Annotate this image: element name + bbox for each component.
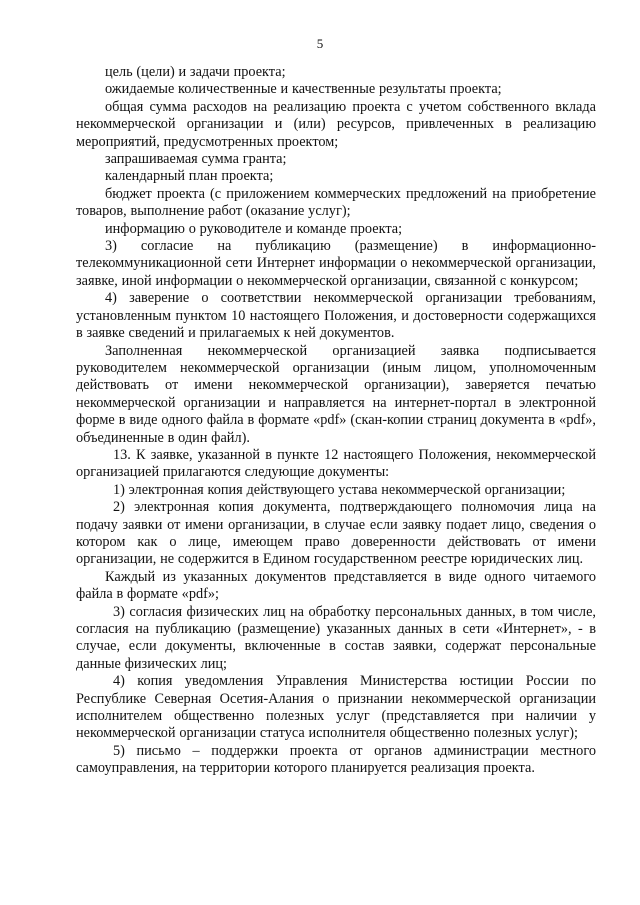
paragraph-doc-1-charter: 1) электронная копия действующего устава некоммерческой организации; <box>113 481 566 498</box>
paragraph-grant-amount: запрашиваемая сумма гранта; <box>105 151 287 168</box>
page-number: 5 <box>316 36 324 51</box>
paragraph-team-info: информацию о руководителе и команде проекта; <box>105 220 403 237</box>
paragraph-doc-4-ministry-notice: 4) копия уведомления Управления Министерства юстиции России по Республике Северная Осетия-Алания о признании некоммерческой организации исполнителем общественно полезных услуг (представляется при наличии у некоммерческой организации статуса исполнителя общественно полезных услуг); <box>76 673 596 742</box>
paragraph-application-signing: Заполненная некоммерческой организацией заявка подписывается руководителем некоммерческой организации (иным лицом, уполномоченным действовать от имени некоммерческой организации), заверяется печатью некоммерческой организации и направляется на интернет-портал в электронной форме в виде одного файла в формате «pdf» (скан-копии страниц документа в «pdf», объединенные в один файл). <box>76 342 596 446</box>
paragraph-doc-2-authority: 2) электронная копия документа, подтверждающего полномочия лица на подачу заявки от имени организации, в случае если заявку подает лицо, сведения о котором как о лице, имеющем право доверенности действовать от имени организации, не содержится в Едином государственном реестре юридических лиц. <box>76 499 596 568</box>
paragraph-section-13: 13. К заявке, указанной в пункте 12 настоящего Положения, некоммерческой организацией прилагаются следующие документы: <box>76 446 596 481</box>
document-body <box>76 64 596 778</box>
paragraph-item-4-assurance: 4) заверение о соответствии некоммерческой организации требованиям, установленным пунктом 10 настоящего Положения, и достоверности содержащихся в заявке сведений и прилагаемых к ней документов. <box>76 290 596 342</box>
paragraph-goals: цель (цели) и задачи проекта; <box>105 64 286 80</box>
paragraph-expected-results: ожидаемые количественные и качественные результаты проекта; <box>105 81 502 98</box>
paragraph-item-3-consent: 3) согласие на публикацию (размещение) в информационно-телекоммуникационной сети Интернет информации о некоммерческой организации, заявке, иной информации о некоммерческой организации, связанной с конкурсом; <box>76 238 596 289</box>
paragraph-doc-3-personal-data: 3) согласия физических лиц на обработку персональных данных, в том числе, согласия на публикацию (размещение) указанных данных в сети «Интернет», - в случае, если документы, включенные в состав заявки, содержат персональные данные физических лиц; <box>76 603 596 672</box>
paragraph-total-expenses: общая сумма расходов на реализацию проекта с учетом собственного вклада некоммерческой организации и (или) ресурсов, привлеченных в реализацию мероприятий, предусмотренных проектом; <box>76 98 596 150</box>
paragraph-budget: бюджет проекта (с приложением коммерческих предложений на приобретение товаров, выполнение работ (оказание услуг); <box>76 185 596 220</box>
paragraph-calendar-plan: календарный план проекта; <box>105 168 274 185</box>
paragraph-pdf-format: Каждый из указанных документов представляется в виде одного читаемого файла в формате «pdf»; <box>76 568 596 603</box>
paragraph-doc-5-support-letter: 5) письмо – поддержки проекта от органов администрации местного самоуправления, на территории которого планируется реализация проекта. <box>76 742 596 777</box>
